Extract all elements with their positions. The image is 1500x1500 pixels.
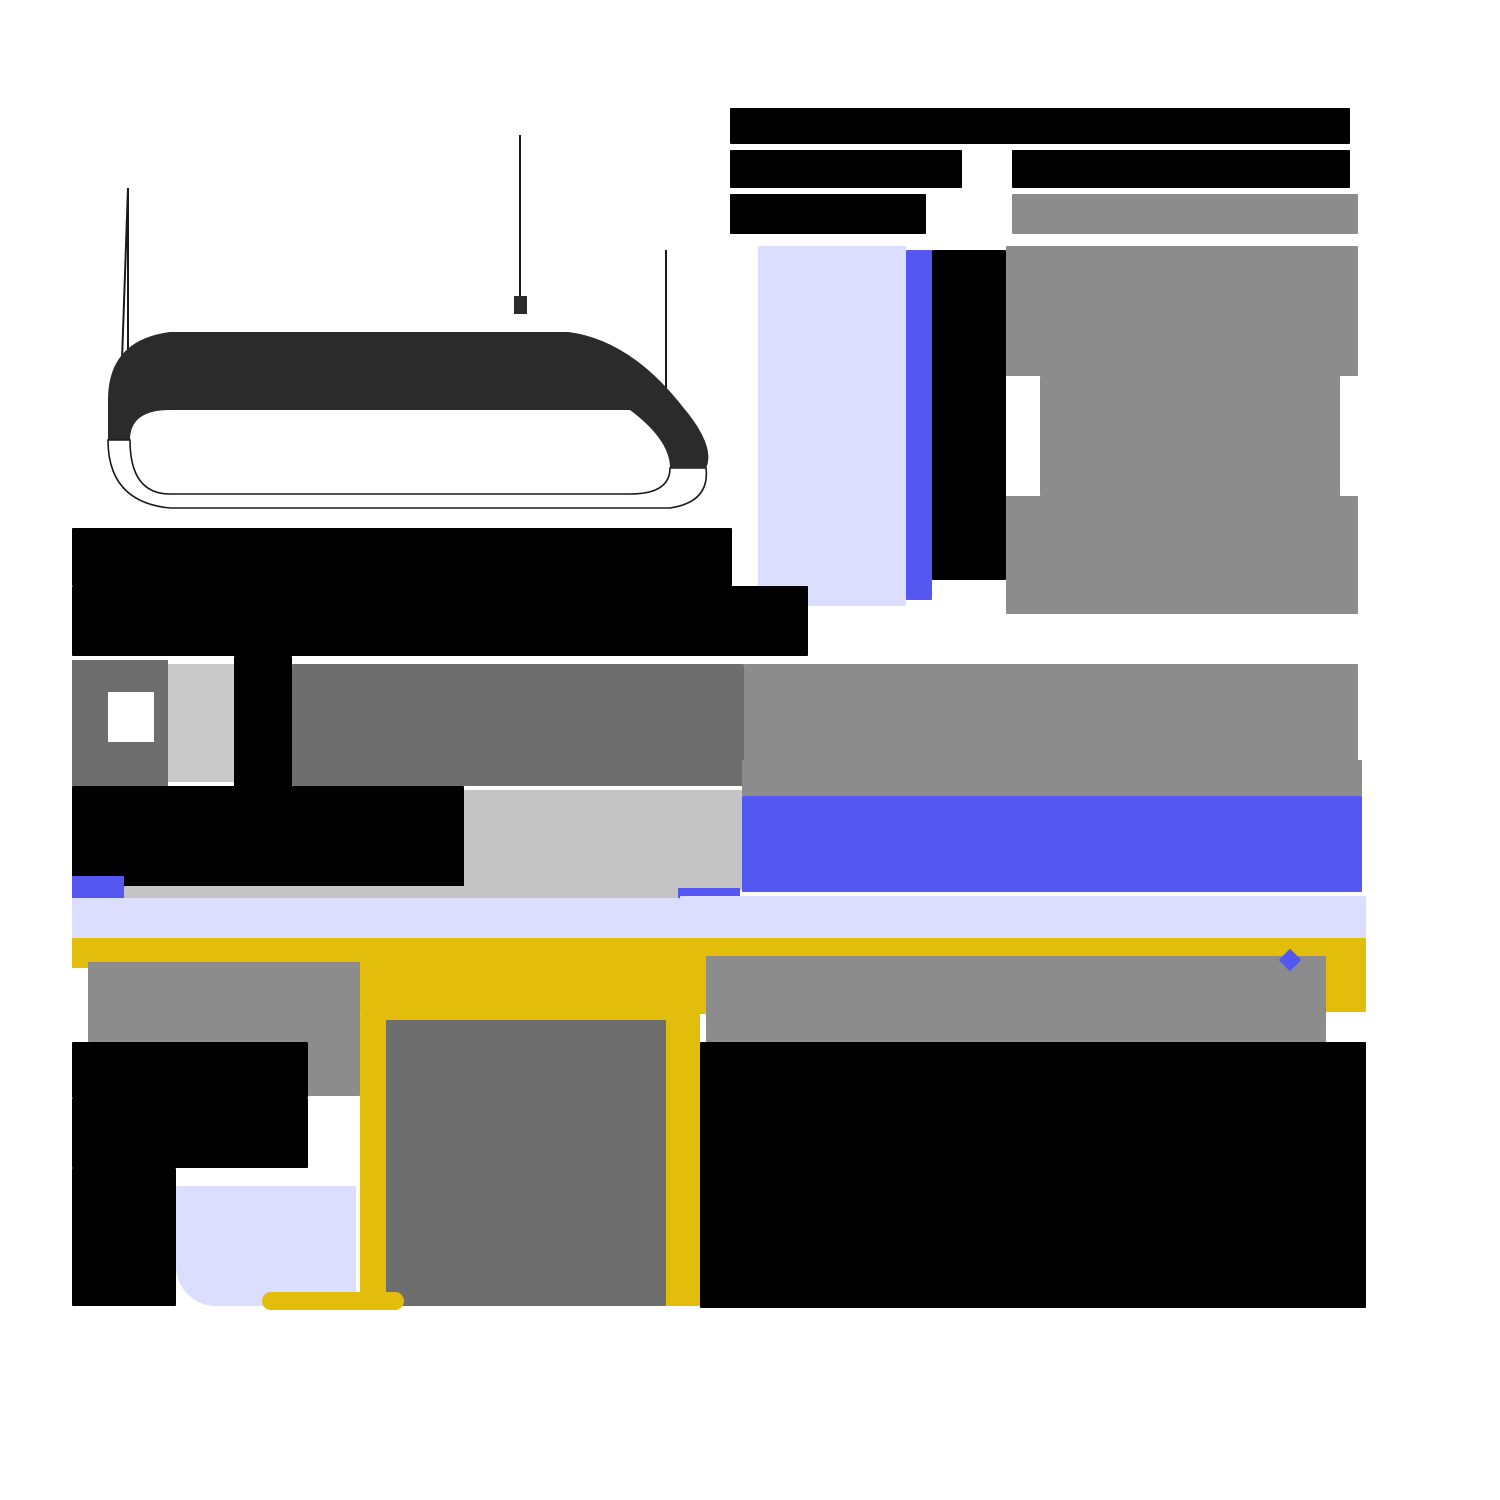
spec-row-0-value [0, 0, 1, 1]
notes-body [386, 1020, 666, 1306]
page-title-line2 [730, 150, 962, 188]
spec-row-5-unit [0, 0, 1, 1]
cta-band-fill [360, 962, 706, 1014]
header-title-text [0, 0, 1, 1]
footer-left-text [0, 0, 1, 1]
notes-body-text [0, 0, 1, 1]
table-row [72, 786, 464, 892]
cta-primary-label[interactable] [706, 956, 1326, 1052]
spec-row-3-attribute [0, 0, 1, 1]
page-title [730, 108, 1350, 144]
spec-row-4-value [0, 0, 1, 1]
table-col-3 [0, 0, 1, 1]
page-subtitle [730, 194, 926, 234]
cta-band-end [1326, 958, 1366, 1012]
badge-label-block [932, 250, 1006, 580]
status-badge-panel [758, 246, 906, 606]
spec-row-3-unit [0, 0, 1, 1]
table-row-soft-2 [72, 898, 680, 938]
page-title-line2b [1012, 150, 1350, 188]
spec-row-1-attribute [0, 0, 1, 1]
finish-selected [0, 0, 1, 1]
notes-body-line3 [72, 1168, 176, 1306]
table-row-highlight [742, 796, 1362, 892]
spec-row-1-value [0, 0, 1, 1]
header-badge-text [0, 0, 1, 1]
intro-paragraph-1 [1006, 246, 1358, 376]
table-row [464, 790, 742, 890]
table-row [292, 664, 744, 786]
spec-row-2-unit [0, 0, 1, 1]
spec-row-4-unit [0, 0, 1, 1]
notes-body-line2 [72, 1098, 308, 1168]
spec-row-1-unit [0, 0, 1, 1]
spec-row-2-value [0, 0, 1, 1]
spec-row-4-attribute [0, 0, 1, 1]
finish-option-1 [0, 0, 1, 1]
spec-row-5-attribute [0, 0, 1, 1]
finish-label-text [0, 0, 1, 1]
table-row-soft [680, 896, 1366, 938]
finish-swatch-black-inner [108, 692, 154, 742]
page-subtitle-b [1012, 194, 1358, 234]
notes-heading-accent [308, 1014, 360, 1096]
notes-heading-text [0, 0, 1, 1]
notes-callout-underline [262, 1292, 404, 1310]
intro-paragraph-2 [1040, 376, 1340, 496]
table-col-1 [0, 0, 1, 1]
cta-secondary-text [0, 0, 1, 1]
wire-cap-mid [514, 296, 527, 314]
section-heading [72, 528, 732, 586]
notes-heading [72, 1042, 308, 1098]
finish-option-0 [0, 0, 1, 1]
product-illustration [70, 110, 730, 530]
intro-paragraph-3 [1006, 496, 1358, 614]
table-col-2 [0, 0, 1, 1]
status-badge-accent [906, 250, 932, 600]
finish-swatch-white[interactable] [168, 664, 234, 782]
spec-row-0-attribute [0, 0, 1, 1]
table-row [742, 760, 1362, 796]
spec-row-2-attribute [0, 0, 1, 1]
cta-primary-text [0, 0, 1, 1]
header-subtitle-text [0, 0, 1, 1]
section-heading-line2 [72, 586, 808, 656]
notes-callout [176, 1186, 356, 1306]
spec-row-5-value [0, 0, 1, 1]
notes-footnote-block [700, 1042, 1366, 1308]
footer-right-text [0, 0, 1, 1]
spec-row-0-unit [0, 0, 1, 1]
notes-footnote-text [0, 0, 1, 1]
finish-label [234, 656, 292, 794]
luminaire-diffuser [108, 440, 706, 508]
spec-row-3-value [0, 0, 1, 1]
